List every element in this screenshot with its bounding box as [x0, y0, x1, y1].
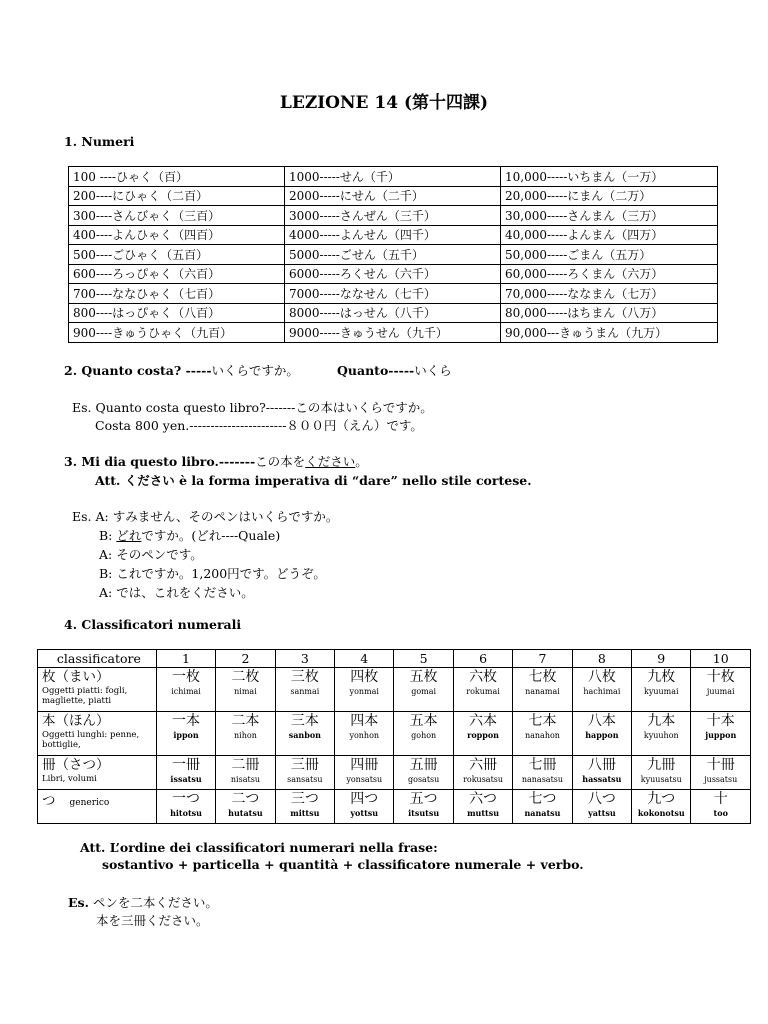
classifier-count-cell [156, 668, 215, 712]
count-kanji: 一つ [172, 791, 201, 807]
classifiers-header-cell: classificatore [38, 650, 157, 668]
count-romaji: sanbon [288, 730, 321, 740]
section-4-example-2: 本を三冊ください。 [96, 913, 209, 928]
count-kanji: 十本 [706, 713, 735, 729]
count-kanji: 十冊 [706, 757, 735, 773]
classifiers-table [37, 649, 751, 824]
dialogue-line-2 [99, 526, 280, 544]
numbers-row [69, 186, 718, 206]
count-kanji: 三冊 [290, 757, 319, 773]
classifiers-header-cell: 9 [632, 650, 691, 668]
count-romaji: yonhon [349, 731, 380, 740]
classifier-count-cell [572, 790, 631, 824]
classifier-count-cell [394, 712, 453, 756]
classifiers-row [38, 756, 751, 790]
classifier-label-cell [38, 712, 157, 756]
section-2-heading2-it: Quanto----- [337, 363, 415, 378]
count-romaji: roppon [467, 730, 499, 740]
numbers-cell: 90,000---きゅうまん（九万） [501, 323, 718, 343]
classifier-count-cell [216, 756, 275, 790]
classifier-count-cell [394, 668, 453, 712]
classifier-description: Oggetti piatti: fogli, magliette, piatti [42, 686, 128, 706]
numbers-row [69, 225, 718, 245]
classifier-count-cell [513, 756, 572, 790]
classifier-description: Oggetti lunghi: penne, bottiglie, [42, 730, 140, 750]
count-kanji: 五本 [409, 713, 438, 729]
classifiers-row [38, 668, 751, 712]
section-4-example-1: Es. ペンを二本ください。 [68, 895, 218, 910]
classifier-count-cell [156, 712, 215, 756]
section-4-attention-2: sostantivo + particella + quantità + classificatore numerale + verbo. [102, 857, 584, 872]
dialogue-text: では、これをください。 [116, 585, 254, 600]
numbers-cell: 2000-----にせん（二千） [285, 186, 501, 206]
count-romaji: gomai [411, 687, 437, 696]
count-kanji: 七本 [528, 713, 557, 729]
classifier-count-cell [691, 790, 751, 824]
count-romaji: nisatsu [230, 775, 260, 784]
classifier-label-cell [38, 790, 157, 824]
count-kanji: 九つ [647, 791, 676, 807]
classifier-count-cell [275, 668, 334, 712]
classifier-count-cell [216, 790, 275, 824]
page-title: LEZIONE 14 (第十四課) [279, 93, 489, 113]
section-3-heading-jp: この本を [255, 454, 306, 469]
numbers-row [69, 245, 718, 265]
numbers-cell: 70,000-----ななまん（七万） [501, 284, 718, 304]
classifier-count-cell [691, 668, 751, 712]
classifier-count-cell [572, 668, 631, 712]
count-romaji: yottsu [350, 808, 379, 818]
count-romaji: sanmai [290, 687, 320, 696]
count-kanji: 六つ [469, 791, 498, 807]
count-romaji: jussatsu [704, 775, 738, 784]
classifier-name: つ [42, 793, 56, 809]
numbers-cell: 800----はっぴゃく（八百） [69, 303, 285, 323]
dialogue-text: これですか。1,200円です。どうぞ。 [116, 566, 326, 581]
classifier-count-cell [572, 756, 631, 790]
count-romaji: ippon [173, 730, 199, 740]
numbers-cell: 60,000-----ろくまん（六万） [501, 264, 718, 284]
dialogue-speaker: A: [99, 585, 113, 600]
count-kanji: 三本 [290, 713, 319, 729]
section-3-heading-it: 3. Mi dia questo libro.------- [64, 454, 256, 469]
classifiers-header-cell: 10 [691, 650, 751, 668]
count-kanji: 五冊 [409, 757, 438, 773]
dialogue-line-1 [72, 507, 338, 525]
count-romaji: nihon [234, 731, 257, 740]
count-romaji: muttsu [467, 808, 500, 818]
classifier-count-cell [513, 712, 572, 756]
classifier-label-cell [38, 668, 157, 712]
dialogue-speaker: B: [99, 566, 113, 581]
count-romaji: yonsatsu [346, 775, 383, 784]
numbers-table [68, 166, 718, 343]
section-4-example-1-text: ペンを二本ください。 [92, 895, 218, 910]
classifier-count-cell [335, 712, 394, 756]
section-4-heading: 4. Classificatori numerali [64, 617, 242, 632]
count-kanji: 一枚 [172, 669, 201, 685]
count-kanji: 六枚 [469, 669, 498, 685]
numbers-row [69, 303, 718, 323]
section-2-heading-2 [337, 361, 452, 379]
dialogue-line-4 [99, 564, 326, 582]
count-romaji: nanamai [525, 687, 560, 696]
section-2-example-2: Costa 800 yen.-----------------------８００円（えん）です。 [95, 418, 423, 433]
count-romaji: rokusatsu [463, 775, 504, 784]
classifiers-header-cell: 6 [453, 650, 512, 668]
classifier-description: generico [69, 798, 110, 808]
numbers-cell: 300----さんびゃく（三百） [69, 206, 285, 226]
dialogue-text: ですか。(どれ----Quale) [141, 528, 281, 543]
classifier-count-cell [275, 790, 334, 824]
numbers-cell: 200----にひゃく（二百） [69, 186, 285, 206]
count-kanji: 三枚 [290, 669, 319, 685]
classifiers-header-row [38, 650, 751, 668]
classifier-count-cell [632, 756, 691, 790]
count-romaji: nanahon [524, 731, 560, 740]
classifier-count-cell [632, 790, 691, 824]
classifier-count-cell [394, 756, 453, 790]
classifiers-header-cell: 1 [156, 650, 215, 668]
count-kanji: 七枚 [528, 669, 557, 685]
count-romaji: juumai [706, 687, 735, 696]
count-kanji: 六本 [469, 713, 498, 729]
classifier-count-cell [275, 756, 334, 790]
numbers-row [69, 167, 718, 187]
classifier-count-cell [453, 756, 512, 790]
classifiers-header-cell: 2 [216, 650, 275, 668]
numbers-cell: 50,000-----ごまん（五万） [501, 245, 718, 265]
numbers-row [69, 264, 718, 284]
count-romaji: hutatsu [228, 808, 263, 818]
numbers-cell: 900----きゅうひゃく（九百） [69, 323, 285, 343]
count-kanji: 十 [713, 791, 728, 807]
count-kanji: 四つ [350, 791, 379, 807]
count-kanji: 八つ [587, 791, 616, 807]
count-kanji: 二本 [231, 713, 260, 729]
classifier-count-cell [632, 668, 691, 712]
section-4-attention-1: Att. L’ordine dei classificatori numerari nella frase: [80, 840, 438, 855]
dialogue-text: そのペンです。 [116, 547, 203, 562]
dialogue-underlined-word: どれ [116, 528, 142, 543]
classifiers-header-cell: 4 [335, 650, 394, 668]
count-kanji: 四枚 [350, 669, 379, 685]
count-romaji: hachimai [583, 687, 621, 696]
numbers-cell: 10,000-----いちまん（一万） [501, 167, 718, 187]
count-romaji: kokonotsu [637, 808, 685, 818]
classifier-count-cell [453, 712, 512, 756]
count-romaji: too [713, 808, 728, 818]
classifier-count-cell [513, 668, 572, 712]
count-kanji: 五つ [409, 791, 438, 807]
count-romaji: yattsu [588, 808, 616, 818]
section-2-example-1: Es. Quanto costa questo libro?-------この本はいくらですか。 [72, 400, 433, 415]
count-romaji: sansatsu [287, 775, 323, 784]
count-kanji: 九枚 [647, 669, 676, 685]
dialogue-line-3 [99, 545, 203, 563]
count-romaji: issatsu [170, 774, 202, 784]
count-kanji: 一冊 [172, 757, 201, 773]
classifiers-header-cell: 7 [513, 650, 572, 668]
count-kanji: 六冊 [469, 757, 498, 773]
numbers-cell: 5000-----ごせん（五千） [285, 245, 501, 265]
section-2-heading-it: 2. Quanto costa? ----- [64, 363, 212, 378]
count-romaji: kyuuhon [643, 731, 679, 740]
classifier-count-cell [275, 712, 334, 756]
count-kanji: 九冊 [647, 757, 676, 773]
dialogue-speaker: A: [99, 547, 113, 562]
count-kanji: 七冊 [528, 757, 557, 773]
numbers-cell: 7000-----ななせん（七千） [285, 284, 501, 304]
classifiers-row [38, 790, 751, 824]
classifiers-row [38, 712, 751, 756]
numbers-cell: 600----ろっぴゃく（六百） [69, 264, 285, 284]
classifier-count-cell [513, 790, 572, 824]
dialogue-line-5 [99, 583, 254, 601]
numbers-cell: 400----よんひゃく（四百） [69, 225, 285, 245]
classifier-count-cell [156, 790, 215, 824]
count-romaji: nanasatsu [521, 775, 564, 784]
classifier-label-cell [38, 756, 157, 790]
count-romaji: juppon [705, 730, 737, 740]
classifier-count-cell [572, 712, 631, 756]
numbers-cell: 4000-----よんせん（四千） [285, 225, 501, 245]
section-1-heading: 1. Numeri [64, 134, 135, 149]
count-romaji: gosatsu [408, 775, 440, 784]
count-romaji: kyuusatsu [640, 775, 682, 784]
section-3-heading-end: 。 [355, 454, 368, 469]
numbers-cell: 500----ごひゃく（五百） [69, 245, 285, 265]
numbers-cell: 30,000-----さんまん（三万） [501, 206, 718, 226]
count-romaji: kyuumai [643, 687, 679, 696]
count-kanji: 五枚 [409, 669, 438, 685]
count-romaji: gohon [411, 731, 437, 740]
count-kanji: 七つ [528, 791, 557, 807]
classifier-name: 冊（さつ） [42, 757, 110, 773]
classifier-count-cell [335, 668, 394, 712]
numbers-row [69, 323, 718, 343]
classifier-name: 本（ほん） [42, 713, 110, 729]
classifier-count-cell [632, 712, 691, 756]
dialogue-speaker: B: [99, 528, 113, 543]
classifier-count-cell [453, 668, 512, 712]
classifier-description: Libri, volumi [42, 774, 97, 784]
classifier-count-cell [691, 756, 751, 790]
dialogue-speaker: Es. A: [72, 509, 109, 524]
count-kanji: 八枚 [587, 669, 616, 685]
numbers-cell: 8000-----はっせん（八千） [285, 303, 501, 323]
count-kanji: 八冊 [587, 757, 616, 773]
count-kanji: 四冊 [350, 757, 379, 773]
count-kanji: 九本 [647, 713, 676, 729]
count-kanji: 二冊 [231, 757, 260, 773]
count-romaji: nimai [234, 687, 257, 696]
classifier-name: 枚（まい） [42, 669, 110, 685]
section-3-heading [64, 452, 368, 470]
count-romaji: mittsu [290, 808, 320, 818]
numbers-row [69, 284, 718, 304]
count-romaji: itsutsu [408, 808, 440, 818]
count-kanji: 二つ [231, 791, 260, 807]
count-romaji: happon [585, 730, 619, 740]
count-kanji: 十枚 [706, 669, 735, 685]
count-kanji: 二枚 [231, 669, 260, 685]
count-romaji: hassatsu [582, 774, 622, 784]
classifier-count-cell [216, 712, 275, 756]
classifier-count-cell [216, 668, 275, 712]
count-kanji: 四本 [350, 713, 379, 729]
numbers-cell: 1000-----せん（千） [285, 167, 501, 187]
count-kanji: 八本 [587, 713, 616, 729]
count-romaji: nanatsu [524, 808, 561, 818]
numbers-cell: 9000-----きゅうせん（九千） [285, 323, 501, 343]
numbers-cell: 40,000-----よんまん（四万） [501, 225, 718, 245]
numbers-cell: 3000-----さんぜん（三千） [285, 206, 501, 226]
section-2-heading2-jp: いくら [414, 363, 452, 378]
classifier-count-cell [156, 756, 215, 790]
classifier-count-cell [691, 712, 751, 756]
classifier-count-cell [453, 790, 512, 824]
numbers-cell: 6000-----ろくせん（六千） [285, 264, 501, 284]
numbers-cell: 80,000-----はちまん（八万） [501, 303, 718, 323]
section-2-heading [64, 361, 299, 379]
dialogue-text: すみません、そのペンはいくらですか。 [112, 509, 339, 524]
numbers-cell: 100 ----ひゃく（百） [69, 167, 285, 187]
numbers-cell: 20,000-----にまん（二万） [501, 186, 718, 206]
count-kanji: 一本 [172, 713, 201, 729]
classifier-count-cell [394, 790, 453, 824]
section-3-heading-kudasai: ください [305, 454, 356, 469]
classifiers-header-cell: 5 [394, 650, 453, 668]
classifiers-header-cell: 3 [275, 650, 334, 668]
count-romaji: yonmai [349, 687, 379, 696]
count-kanji: 三つ [290, 791, 319, 807]
section-3-attention: Att. ください è la forma imperativa di “dare” nello stile cortese. [95, 473, 532, 488]
count-romaji: rokumai [466, 687, 500, 696]
section-2-heading-jp: いくらですか。 [211, 363, 299, 378]
classifier-count-cell [335, 756, 394, 790]
classifiers-header-cell: 8 [572, 650, 631, 668]
count-romaji: ichimai [171, 687, 201, 696]
numbers-cell: 700----ななひゃく（七百） [69, 284, 285, 304]
numbers-row [69, 206, 718, 226]
count-romaji: hitotsu [170, 808, 202, 818]
classifier-count-cell [335, 790, 394, 824]
